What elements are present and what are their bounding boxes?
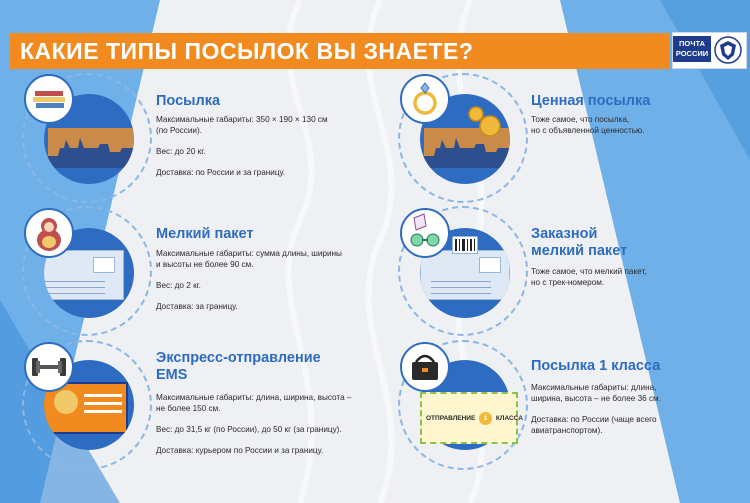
item-title: Посылка	[156, 93, 221, 109]
item-description: Максимальные габариты: 350 × 190 × 130 см (по России). Вес: до 20 кг. Доставка: по России и за границу.	[156, 115, 328, 177]
glasses-icon	[400, 208, 450, 258]
item-title: Посылка 1 класса	[531, 358, 661, 374]
ring-icon	[400, 74, 450, 124]
item-title: Заказной мелкий пакет	[531, 226, 628, 259]
item-description: Максимальные габариты: длина, ширина, высота – не более 150 см. Вес: до 31,5 кг (по России), до 50 кг (за границу). Доставка: курьером по России и за границу.	[156, 393, 352, 455]
first-class-label	[420, 392, 523, 444]
page-title: КАКИЕ ТИПЫ ПОСЫЛОК ВЫ ЗНАЕТЕ?	[20, 38, 474, 64]
item-description: Максимальные габариты: сумма длины, ширины и высоты не более 90 см. Вес: до 2 кг. Доставка: за границу.	[156, 249, 342, 311]
doll-icon	[24, 208, 74, 258]
books-icon	[24, 74, 74, 124]
item-description: Максимальные габариты: длина, ширина, высота – не более 36 см. Доставка: по России (чаще всего авиатранспортом).	[531, 383, 661, 435]
item-description: Тоже самое, что посылка, но с объявленной ценностью.	[531, 115, 645, 135]
eagle-icon	[712, 35, 744, 66]
label-class: КЛАССА	[495, 415, 523, 422]
label-text: ОТПРАВЛЕНИЕ	[426, 415, 476, 422]
item-description: Тоже самое, что мелкий пакет, но с трек-номером.	[531, 267, 647, 287]
bag-icon	[400, 342, 450, 392]
item-title: Ценная посылка	[531, 93, 651, 109]
logo-text: ПОЧТА РОССИИ	[673, 36, 711, 62]
item-title: Мелкий пакет	[156, 226, 254, 242]
label-number: 1	[479, 412, 492, 425]
dumbbell-icon	[24, 342, 74, 392]
item-title: Экспресс-отправление EMS	[156, 350, 321, 383]
coins-icon	[464, 104, 504, 140]
barcode-icon	[452, 236, 478, 254]
